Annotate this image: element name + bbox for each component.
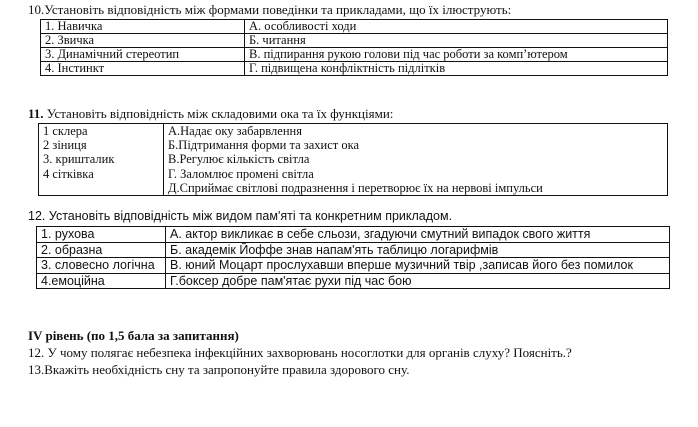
q12-table: [36, 226, 670, 289]
q11-right-c: В.Регулює кількість світла: [168, 152, 310, 167]
q11-left-1: 1 склера: [43, 124, 88, 138]
q10-left-2: 2. Звичка: [41, 34, 245, 48]
q11-right-column: [164, 124, 668, 196]
table-row: [41, 62, 668, 76]
q12-right-4: Г.боксер добре пам'ятає рухи під час бою: [166, 273, 670, 289]
q10-left-3: 3. Динамічний стереотип: [41, 48, 245, 62]
open-question-12: 12. У чому полягає небезпека інфекційних захворювань носоглотки для органів слуху? Поясніть.?: [28, 345, 572, 360]
q10-right-3: В. підпирання рукою голови під час роботи за комп’ютером: [245, 48, 668, 62]
q12-right-1: А. актор викликає в себе сльози, згадуючи смутний випадок свого життя: [166, 227, 670, 243]
q10-title: 10.Установіть відповідність між формами поведінки та прикладами, що їх ілюструють:: [28, 2, 512, 17]
table-row: [41, 34, 668, 48]
q10-left-1: 1. Навичка: [41, 20, 245, 34]
table-row: [37, 227, 670, 243]
q11-left-2: 2 зіниця: [43, 138, 87, 153]
q12-left-4: 4.емоційна: [37, 273, 166, 289]
q11-left-column: [39, 124, 164, 196]
level-heading: IV рівень (по 1,5 бала за запитання): [28, 328, 239, 343]
table-row: [37, 273, 670, 289]
q11-right-a: А.Надає оку забарвлення: [168, 124, 302, 138]
q10-right-4: Г. підвищена конфліктність підлітків: [245, 62, 668, 76]
q12-left-2: 2. образна: [37, 242, 166, 258]
q10-right-2: Б. читання: [245, 34, 668, 48]
q10-left-4: 4. Інстинкт: [41, 62, 245, 76]
table-row: [37, 242, 670, 258]
table-row: [37, 258, 670, 274]
table-row: [39, 124, 668, 196]
q10-right-1: А. особливості ходи: [245, 20, 668, 34]
table-row: [41, 48, 668, 62]
q11-title-text: Установіть відповідність між складовими ока та їх функціями:: [43, 106, 394, 121]
q12-left-1: 1. рухова: [37, 227, 166, 243]
q12-right-2: Б. академік Йоффе знав напам'ять таблицю логарифмів: [166, 242, 670, 258]
table-row: [41, 20, 668, 34]
q11-title-number: 11.: [28, 106, 44, 121]
q11-right-d: Г. Заломлює промені світла: [168, 166, 314, 181]
q11-left-4: 4 сітківка: [43, 166, 94, 181]
q11-right-b: Б.Підтримання форми та захист ока: [168, 138, 360, 153]
q11-left-3: 3. кришталик: [43, 152, 115, 167]
open-question-13: 13.Вкажіть необхідність сну та запропонуйте правила здорового сну.: [28, 362, 410, 377]
q12-right-3: В. юний Моцарт прослухавши вперше музичний твір ,записав його без помилок: [166, 258, 670, 274]
q11-table: [38, 123, 668, 196]
q10-table: [40, 19, 668, 76]
q11-title: [28, 106, 393, 122]
q12-title: 12. Установіть відповідність між видом пам'яті та конкретним прикладом.: [28, 209, 453, 223]
q11-right-e: Д.Сприймає світлові подразнення і перетворює їх на нервові імпульси: [168, 180, 543, 195]
q12-left-3: 3. словесно логічна: [37, 258, 166, 274]
